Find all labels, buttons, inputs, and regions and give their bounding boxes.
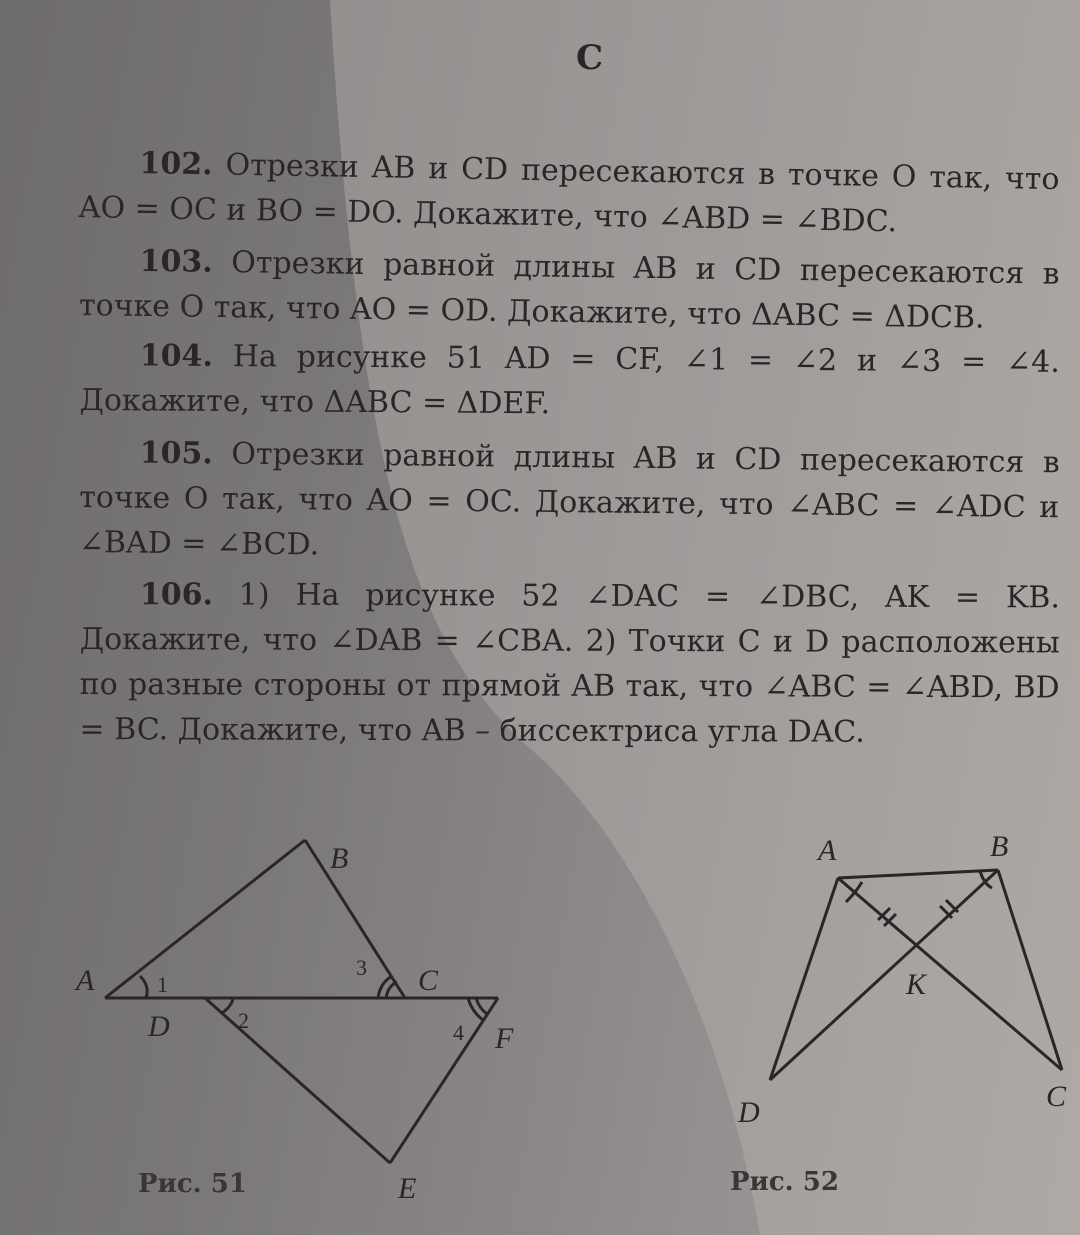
problem-number: 103. (139, 243, 213, 280)
segment-AB (838, 870, 998, 878)
segment-DE (205, 998, 390, 1163)
problem-text: 1) На рисунке 52 ∠DAC = ∠DBC, AK = KB. Докажите, что ∠DAB = ∠CBA. 2) Точки C и D расположены по разные стороны от прямой AB так, что ∠ABC = ∠ABD, BD = BC. Докажите, что AB – биссектриса угла DAC. (79, 577, 1060, 750)
tick-KB-2 (946, 900, 958, 912)
angle-2-label: 2 (238, 1008, 249, 1033)
problem-text: Отрезки AB и CD пересекаются в точке O так, что AO = OC и BO = DO. Докажите, что ∠ABD = ∠BDC. (78, 147, 1060, 240)
angle-4-arc-2 (476, 998, 487, 1014)
point-label-C: C (1046, 1080, 1067, 1113)
problem-text: Отрезки равной длины AB и CD пересекаются в точке O так, что AO = OD. Докажите, что ΔABC = ΔDCB. (78, 245, 1060, 336)
point-label-D: D (738, 1096, 760, 1129)
segment-AB (105, 840, 305, 998)
segment-BC (305, 840, 405, 998)
point-label-E: E (398, 1172, 417, 1205)
angle-1-arc (140, 976, 147, 998)
figure-51 (105, 840, 498, 1163)
point-label-A: A (818, 834, 837, 867)
problem-text: На рисунке 51 AD = CF, ∠1 = ∠2 и ∠3 = ∠4. Докажите, что ΔABC = ΔDEF. (79, 339, 1060, 422)
point-label-K: K (906, 968, 927, 1001)
point-label-C: C (418, 964, 439, 997)
problem-number: 105. (139, 435, 214, 472)
point-label-A: A (76, 964, 95, 997)
angle-3-arc-2 (386, 982, 397, 998)
figure-51-caption: Рис. 51 (138, 1169, 247, 1199)
segment-BC (998, 870, 1062, 1070)
problem-number: 102. (139, 146, 213, 183)
angle-2-arc (222, 998, 233, 1013)
problem-number: 106. (139, 577, 214, 613)
angle-3-label: 3 (356, 955, 367, 980)
segment-EF (390, 998, 498, 1163)
angle-4-label: 4 (453, 1020, 464, 1045)
figure-52-caption: Рис. 52 (730, 1167, 839, 1197)
point-label-F: F (495, 1022, 514, 1055)
point-label-D: D (148, 1010, 170, 1043)
problem-text: Отрезки равной длины AB и CD пересекаются в точке O так, что AO = OC. Докажите, что ∠ABC = ∠ADC и ∠BAD = ∠BCD. (78, 436, 1060, 563)
segment-AC (838, 878, 1062, 1070)
angle-1-label: 1 (157, 972, 168, 997)
section-letter: С (576, 38, 604, 78)
problem-number: 104. (139, 338, 214, 374)
point-label-B: B (330, 842, 349, 875)
point-label-B: B (990, 830, 1009, 863)
